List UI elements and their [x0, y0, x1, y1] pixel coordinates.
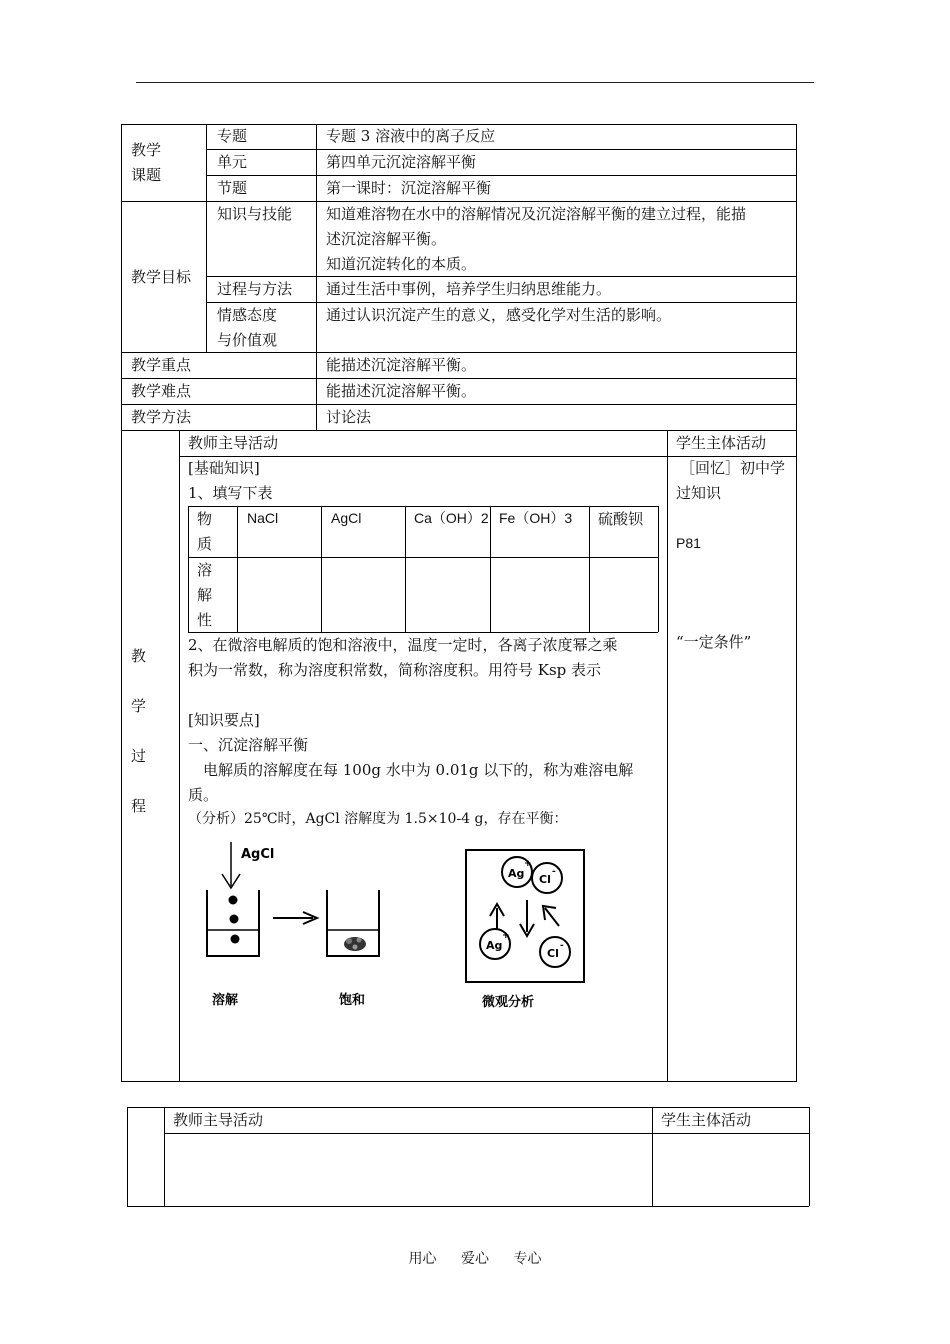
page2-student-header: 学生主体活动	[661, 1111, 752, 1129]
process-side-char-4: 程	[131, 797, 147, 815]
emotion-value: 通过认识沉淀产生的意义，感受化学对生活的影响。	[326, 306, 672, 324]
ag-ion-top: Ag	[508, 867, 525, 880]
row-label-solubility-1: 溶	[197, 561, 213, 579]
beaker-saturated	[327, 890, 379, 956]
ksp-line-2: 积为一常数，称为溶度积常数，简称溶度积。用符号 Ksp 表示	[188, 661, 602, 679]
ag-ion-bottom: Ag	[486, 939, 503, 952]
svg-text:+: +	[524, 859, 532, 869]
svg-text:-: -	[552, 867, 556, 877]
footer-item-3: 专心	[513, 1251, 542, 1267]
difficulty-value: 能描述沉淀溶解平衡。	[326, 382, 477, 400]
student-recall-line-1: ［回忆］初中学	[680, 459, 786, 477]
svg-text:-: -	[560, 941, 564, 951]
process-method-value: 通过生活中事例，培养学生归纳思维能力。	[326, 280, 612, 298]
page2-teacher-header: 教师主导活动	[173, 1111, 264, 1129]
topic-group-label-1: 教学	[131, 141, 162, 159]
figure-agcl-label: AgCl	[241, 847, 275, 862]
ksp-line-1: 2、在微溶电解质的饱和溶液中，温度一定时，各离子浓度幂之乘	[188, 636, 618, 654]
beaker-dissolving	[207, 890, 259, 956]
meta-label-section: 节题	[217, 179, 248, 197]
meta-label-topic: 专题	[217, 127, 248, 145]
figure-saturated-label: 饱和	[339, 993, 366, 1008]
emotion-label-1: 情感态度	[217, 306, 278, 324]
knowledge-line-2: 述沉淀溶解平衡。	[326, 230, 447, 248]
key-point-label: 教学重点	[131, 356, 192, 374]
column-baso4: 硫酸钡	[598, 510, 644, 528]
figure-dissolve-label: 溶解	[212, 993, 239, 1008]
meta-value-unit: 第四单元沉淀溶解平衡	[326, 153, 477, 171]
method-label: 教学方法	[131, 408, 192, 426]
row-label-substance-2: 质	[197, 535, 213, 553]
key-points-heading: [知识要点]	[188, 711, 260, 729]
basic-knowledge-heading: [基础知识]	[188, 459, 260, 477]
knowledge-line-1: 知道难溶物在水中的溶解情况及沉淀溶解平衡的建立过程，能描	[326, 205, 747, 223]
column-feoh3: Fe（OH）3	[499, 510, 573, 526]
analysis-line: （分析）25℃时，AgCl 溶解度为 1.5×10-4 g，存在平衡：	[188, 811, 568, 827]
column-nacl: NaCl	[247, 510, 279, 526]
topic-group-label-2: 课题	[131, 166, 162, 184]
section-heading-equilibrium: 一、沉淀溶解平衡	[188, 736, 309, 754]
footer-item-1: 用心	[408, 1251, 437, 1267]
meta-value-topic: 专题 3 溶液中的离子反应	[326, 127, 496, 145]
fill-table-instruction: 1、填写下表	[188, 484, 273, 502]
key-point-value: 能描述沉淀溶解平衡。	[326, 356, 477, 374]
page-footer	[0, 1248, 950, 1268]
student-page-ref: P81	[676, 535, 701, 551]
definition-line-2: 质。	[188, 786, 219, 804]
cl-ion-bottom: Cl	[547, 947, 559, 960]
objectives-label: 教学目标	[131, 268, 192, 286]
definition-line-1: 电解质的溶解度在每 100g 水中为 0.01g 以下的，称为难溶电解	[203, 761, 634, 779]
column-agcl: AgCl	[331, 510, 362, 526]
dissolution-figure	[195, 834, 605, 1014]
method-value: 讨论法	[326, 408, 372, 426]
figure-micro-label: 微观分析	[482, 995, 535, 1010]
meta-value-section: 第一课时：沉淀溶解平衡	[326, 179, 492, 197]
row-label-solubility-2: 解	[197, 586, 213, 604]
row-label-substance-1: 物	[197, 510, 213, 528]
knowledge-line-3: 知道沉淀转化的本质。	[326, 255, 477, 273]
difficulty-label: 教学难点	[131, 382, 192, 400]
meta-label-unit: 单元	[217, 153, 248, 171]
student-condition-note: “一定条件”	[676, 633, 752, 651]
footer-item-2: 爱心	[461, 1251, 489, 1267]
student-recall-line-2: 过知识	[676, 484, 722, 502]
cl-ion-top: Cl	[539, 873, 551, 886]
header-rule	[136, 82, 814, 83]
row-label-solubility-3: 性	[197, 611, 213, 629]
teacher-activity-header: 教师主导活动	[188, 434, 279, 452]
process-method-label: 过程与方法	[217, 280, 293, 298]
svg-text:+: +	[502, 931, 510, 941]
process-side-char-2: 学	[131, 697, 147, 715]
process-side-char-3: 过	[131, 747, 147, 765]
process-side-char-1: 教	[131, 647, 147, 665]
column-caoh2: Ca（OH）2	[414, 510, 489, 526]
knowledge-label: 知识与技能	[217, 205, 293, 223]
micro-analysis-box	[466, 850, 584, 982]
emotion-label-2: 与价值观	[217, 331, 278, 349]
student-activity-header: 学生主体活动	[676, 434, 767, 452]
